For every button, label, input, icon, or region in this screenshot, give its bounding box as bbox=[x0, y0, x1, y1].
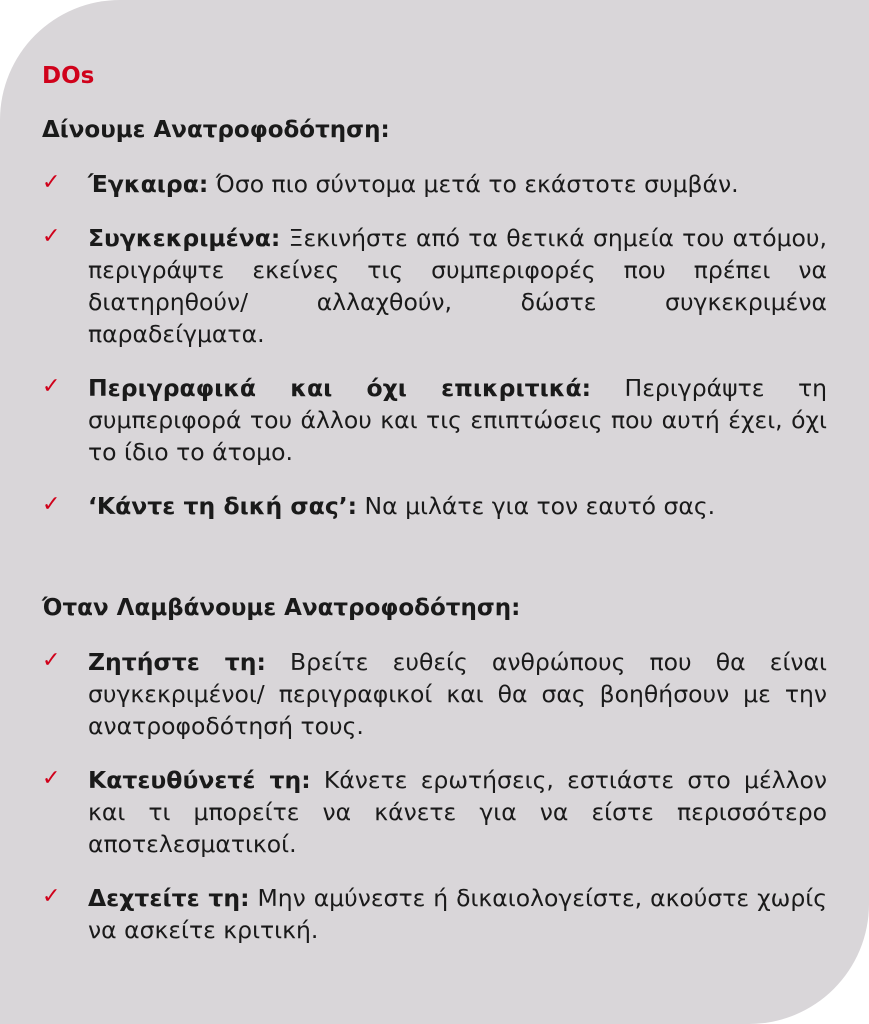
checkmark-icon: ✓ bbox=[42, 374, 61, 399]
checkmark-icon: ✓ bbox=[42, 766, 61, 791]
list-item bbox=[42, 764, 827, 860]
checkmark-icon: ✓ bbox=[42, 170, 61, 195]
dos-heading: DOs bbox=[42, 63, 95, 89]
list-item bbox=[42, 490, 827, 522]
item-lead: Ζητήστε τη: bbox=[88, 648, 266, 676]
checkmark-icon: ✓ bbox=[42, 224, 61, 249]
item-text: Κάνετε ερωτήσεις, εστιάστε στο μέλλον και τι μπορείτε να κάνετε για να είστε περισσότερο αποτελεσματικοί. bbox=[88, 766, 827, 858]
item-text: Περιγράψτε τη συμπεριφορά του άλλου και τις επιπτώσεις που αυτή έχει, όχι το ίδιο το άτομο. bbox=[88, 374, 827, 466]
list-item bbox=[42, 882, 827, 946]
giving-feedback-title: Δίνουμε Ανατροφοδότηση: bbox=[42, 117, 390, 143]
item-lead: ‘Κάντε τη δική σας’: bbox=[88, 492, 358, 520]
item-text: Ξεκινήστε από τα θετικά σημεία του ατόμου, περιγράψτε εκείνες τις συμπεριφορές που πρέπει να διατηρηθούν/ αλλαχθούν, δώστε συγκεκριμένα παραδείγματα. bbox=[88, 224, 827, 348]
item-text: Να μιλάτε για τον εαυτό σας. bbox=[357, 492, 716, 520]
item-lead: Κατευθύνετέ τη: bbox=[88, 766, 311, 794]
item-text: Όσο πιο σύντομα μετά το εκάστοτε συμβάν. bbox=[208, 170, 739, 198]
list-item bbox=[42, 646, 827, 742]
item-text: Βρείτε ευθείς ανθρώπους που θα είναι συγκεκριμένοι/ περιγραφικοί και θα σας βοηθήσουν με την ανατροφοδότησή τους. bbox=[88, 648, 827, 740]
list-item bbox=[42, 168, 827, 200]
item-lead: Έγκαιρα: bbox=[88, 170, 209, 198]
item-lead: Δεχτείτε τη: bbox=[88, 884, 250, 912]
checkmark-icon: ✓ bbox=[42, 492, 61, 517]
checkmark-icon: ✓ bbox=[42, 648, 61, 673]
list-item bbox=[42, 222, 827, 350]
receiving-feedback-list bbox=[42, 646, 827, 946]
item-text: Μην αμύνεστε ή δικαιολογείστε, ακούστε χωρίς να ασκείτε κριτική. bbox=[88, 884, 827, 944]
item-lead: Συγκεκριμένα: bbox=[88, 224, 281, 252]
receiving-feedback-title: Όταν Λαμβάνουμε Ανατροφοδότηση: bbox=[42, 595, 521, 621]
giving-feedback-list bbox=[42, 168, 827, 522]
checkmark-icon: ✓ bbox=[42, 884, 61, 909]
list-item bbox=[42, 372, 827, 468]
item-lead: Περιγραφικά και όχι επικριτικά: bbox=[88, 374, 592, 402]
